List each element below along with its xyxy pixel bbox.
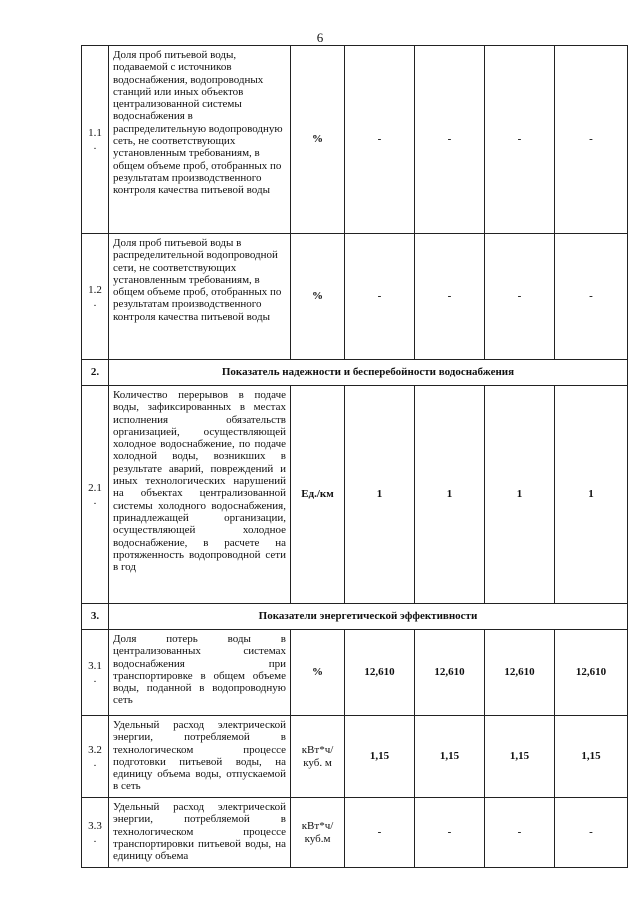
unit-cell: %	[291, 630, 345, 716]
indicator-description: Доля потерь воды в централизованных системах водоснабжения при транспортировке в общем объеме воды, поданной в водопроводную сеть	[109, 630, 291, 716]
row-number: 3.2	[88, 744, 102, 757]
value-cell: -	[415, 46, 485, 234]
value-cell: 1,15	[555, 716, 628, 798]
row-number: 3.3	[88, 820, 102, 833]
row-number: 1.2	[88, 284, 102, 297]
value-cell: 1,15	[345, 716, 415, 798]
value-cell: -	[345, 46, 415, 234]
indicators-table	[81, 45, 628, 868]
section-number: 3.	[82, 604, 109, 630]
value-cell: 12,610	[485, 630, 555, 716]
table-row	[82, 716, 628, 798]
value-cell: 1	[415, 386, 485, 604]
indicator-description: Количество перерывов в подаче воды, зафиксированных в местах исполнения обязательств организацией, осуществляющей холодное водоснабжение, по подаче холодной воды, возникших в результате аварий, повреждений и иных технологических нарушений на объектах централизованной системы холодного водоснабжения, принадлежащей организации, осуществляющей холодное водоснабжение, в расчете на протяженность водопроводной сети в год	[109, 386, 291, 604]
row-number-suffix: .	[93, 296, 97, 309]
section-title: Показатели энергетической эффективности	[109, 604, 628, 630]
table-row	[82, 386, 628, 604]
indicator-description: Удельный расход электрической энергии, потребляемой в технологическом процессе транспортировки питьевой воды, на единицу объема	[109, 798, 291, 868]
indicator-description: Доля проб питьевой воды в распределительной водопроводной сети, не соответствующих установленным требованиям, в общем объеме проб, отобранных по результатам производственного контроля качества питьевой воды	[109, 234, 291, 360]
value-cell: -	[345, 234, 415, 360]
table-row	[82, 798, 628, 868]
value-cell: 1,15	[485, 716, 555, 798]
indicator-description: Удельный расход электрической энергии, потребляемой в технологическом процессе подготовки питьевой воды, на единицу объема воды, отпускаемой в сеть	[109, 716, 291, 798]
unit-cell: %	[291, 46, 345, 234]
section-row	[82, 360, 628, 386]
value-cell: 12,610	[415, 630, 485, 716]
value-cell: -	[485, 798, 555, 868]
value-cell: -	[415, 798, 485, 868]
value-cell: 1	[485, 386, 555, 604]
row-number: 3.1	[88, 660, 102, 673]
row-number-cell	[82, 46, 109, 234]
value-cell: -	[555, 46, 628, 234]
value-cell: 12,610	[555, 630, 628, 716]
table-row	[82, 46, 628, 234]
unit-cell: Ед./км	[291, 386, 345, 604]
value-cell: 1	[345, 386, 415, 604]
value-cell: -	[345, 798, 415, 868]
unit-cell: кВт*ч/куб.м	[291, 798, 345, 868]
value-cell: 12,610	[345, 630, 415, 716]
value-cell: 1,15	[415, 716, 485, 798]
table-row	[82, 234, 628, 360]
row-number-cell	[82, 798, 109, 868]
row-number-cell	[82, 386, 109, 604]
value-cell: -	[415, 234, 485, 360]
row-number-suffix: .	[93, 756, 97, 769]
unit-cell: кВт*ч/куб. м	[291, 716, 345, 798]
value-cell: 1	[555, 386, 628, 604]
row-number-suffix: .	[93, 832, 97, 845]
indicator-description: Доля проб питьевой воды, подаваемой с источников водоснабжения, водопроводных станций или иных объектов централизованной системы водоснабжения в распределительную водопроводную сеть, не соответствующих установленным требованиям, в общем объеме проб, отобранных по результатам производственного контроля качества питьевой воды	[109, 46, 291, 234]
row-number-cell	[82, 716, 109, 798]
value-cell: -	[485, 234, 555, 360]
row-number: 1.1	[88, 127, 102, 140]
section-number: 2.	[82, 360, 109, 386]
section-title: Показатель надежности и бесперебойности водоснабжения	[109, 360, 628, 386]
row-number-suffix: .	[93, 672, 97, 685]
section-row	[82, 604, 628, 630]
table-row	[82, 630, 628, 716]
row-number-suffix: .	[93, 494, 97, 507]
row-number: 2.1	[88, 482, 102, 495]
value-cell: -	[555, 798, 628, 868]
value-cell: -	[555, 234, 628, 360]
row-number-cell	[82, 234, 109, 360]
row-number-cell	[82, 630, 109, 716]
page-number: 6	[316, 30, 324, 45]
unit-cell: %	[291, 234, 345, 360]
value-cell: -	[485, 46, 555, 234]
row-number-suffix: .	[93, 139, 97, 152]
